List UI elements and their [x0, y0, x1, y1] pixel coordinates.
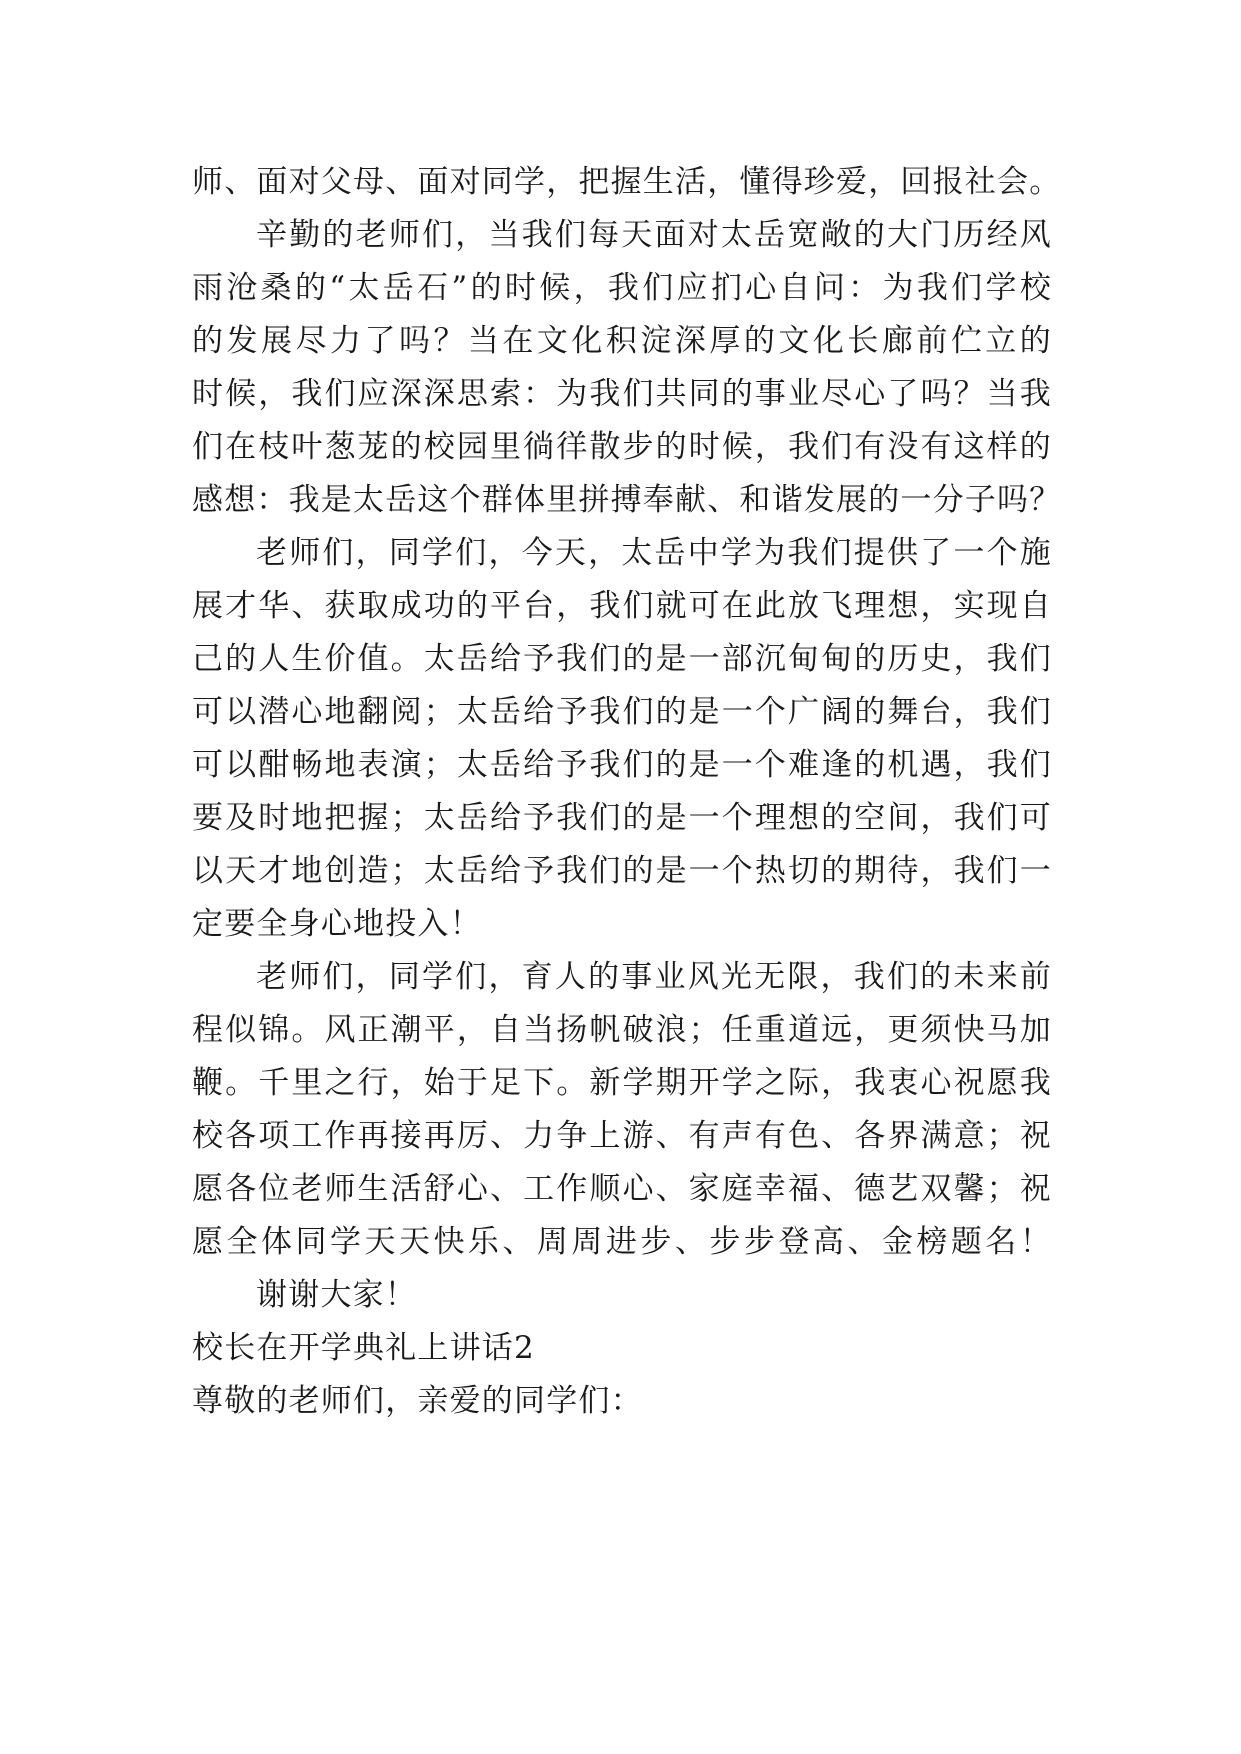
paragraph-first-line: 老师们，同学们，今天，太岳中学为我们提供了一个施 — [256, 535, 1052, 571]
text-line: 雨沧桑的“太岳石”的时候，我们应扪心自问：为我们学校 — [192, 270, 1052, 306]
text-line: 鞭。千里之行，始于足下。新学期开学之际，我衷心祝愿我 — [192, 1065, 1052, 1101]
text-line: 以天才地创造；太岳给予我们的是一个热切的期待，我们一 — [192, 853, 1052, 889]
text-line: 愿各位老师生活舒心、工作顺心、家庭幸福、德艺双馨；祝 — [192, 1171, 1052, 1207]
text-line: 们在枝叶葱茏的校园里徜徉散步的时候，我们有没有这样的 — [192, 429, 1052, 465]
text-line: 展才华、获取成功的平台，我们就可在此放飞理想，实现自 — [192, 588, 1052, 624]
text-line: 时候，我们应深深思索：为我们共同的事业尽心了吗？当我 — [192, 376, 1052, 412]
text-line: 感想：我是太岳这个群体里拼搏奉献、和谐发展的一分子吗？ — [192, 482, 1062, 518]
text-line: 己的人生价值。太岳给予我们的是一部沉甸甸的历史，我们 — [192, 641, 1052, 677]
paragraph-first-line: 老师们，同学们，育人的事业风光无限，我们的未来前 — [256, 959, 1052, 995]
text-line: 要及时地把握；太岳给予我们的是一个理想的空间，我们可 — [192, 800, 1052, 836]
text-line: 程似锦。风正潮平，自当扬帆破浪；任重道远，更须快马加 — [192, 1012, 1052, 1048]
text-line: 的发展尽力了吗？当在文化积淀深厚的文化长廊前伫立的 — [192, 323, 1052, 359]
closing-line: 谢谢大家！ — [256, 1277, 417, 1313]
text-line: 定要全身心地投入！ — [192, 906, 482, 942]
text-line: 校各项工作再接再厉、力争上游、有声有色、各界满意；祝 — [192, 1118, 1052, 1154]
text-line: 愿全体同学天天快乐、周周进步、步步登高、金榜题名！ — [192, 1224, 1052, 1260]
section-title: 校长在开学典礼上讲话2 — [192, 1330, 535, 1366]
text-line: 可以潜心地翻阅；太岳给予我们的是一个广阔的舞台，我们 — [192, 694, 1052, 730]
text-line: 师、面对父母、面对同学，把握生活，懂得珍爱，回报社会。 — [192, 164, 1062, 200]
salutation: 尊敬的老师们，亲爱的同学们： — [192, 1383, 643, 1419]
paragraph-first-line: 辛勤的老师们，当我们每天面对太岳宽敞的大门历经风 — [256, 217, 1052, 253]
text-line: 可以酣畅地表演；太岳给予我们的是一个难逢的机遇，我们 — [192, 747, 1052, 783]
